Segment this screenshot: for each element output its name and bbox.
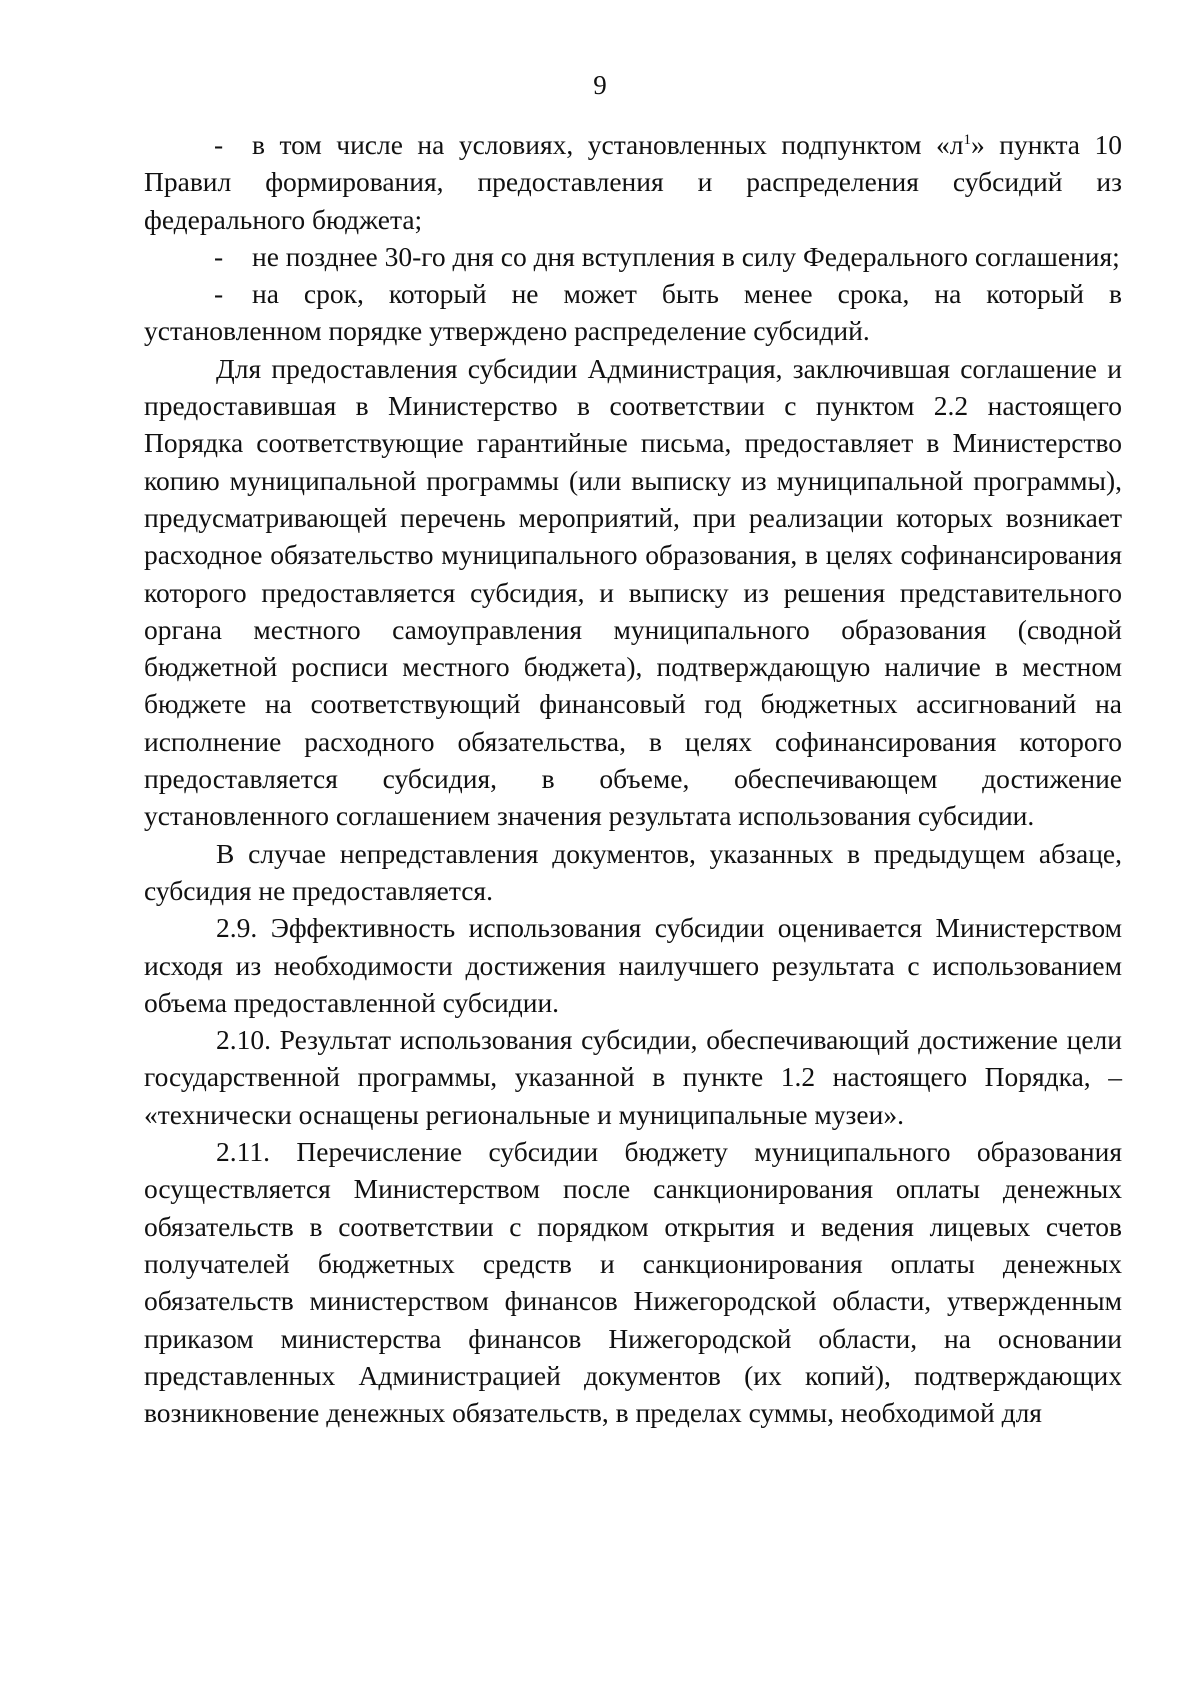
- paragraph-2-9: 2.9. Эффективность использования субсидии оценивается Министерством исходя из необходимости достижения наилучшего результата с использованием объема предоставленной субсидии.: [144, 912, 1122, 1018]
- paragraph-2-10: 2.10. Результат использования субсидии, обеспечивающий достижение цели государственной программы, указанной в пункте 1.2 настоящего Порядка, – «технически оснащены региональные и муниципальные музеи».: [144, 1024, 1122, 1130]
- paragraph-non-submission: В случае непредставления документов, указанных в предыдущем абзаце, субсидия не предоставляется.: [144, 837, 1122, 906]
- dash-marker: -: [214, 278, 224, 310]
- paragraph-text: » пункта 10 Правил формирования, предоставления и распределения субсидий из федерального бюджета;: [144, 129, 1122, 235]
- superscript: 1: [963, 131, 972, 148]
- paragraph-dash-1: [144, 126, 1122, 238]
- dash-marker: -: [214, 240, 224, 272]
- paragraph-dash-3: [144, 275, 1122, 350]
- paragraph-text: в том числе на условиях, установленных подпунктом «л: [252, 129, 964, 160]
- paragraph-2-11: 2.11. Перечисление субсидии бюджету муниципального образования осуществляется Министерством после санкционирования оплаты денежных обязательств в соответствии с порядком открытия и ведения лицевых счетов получателей бюджетных средств и санкционирования оплаты денежных обязательств министерством финансов Нижегородской области, утвержденным приказом министерства финансов Нижегородской области, на основании представленных Администрацией документов (их копий), подтверждающих возникновение денежных обязательств, в пределах суммы, необходимой для: [144, 1136, 1122, 1429]
- document-body: [144, 126, 1122, 1431]
- dash-marker: -: [214, 129, 224, 160]
- paragraph-text: на срок, который не может быть менее срока, на который в установленном порядке утверждено распределение субсидий.: [144, 278, 1122, 347]
- paragraph-dash-2: [144, 238, 1122, 275]
- paragraph-text: не позднее 30-го дня со дня вступления в силу Федерального соглашения;: [252, 240, 1120, 272]
- paragraph-documents-submission: Для предоставления субсидии Администрация, заключившая соглашение и предоставившая в Министерство в соответствии с пунктом 2.2 настоящего Порядка соответствующие гарантийные письма, предоставляет в Министерство копию муниципальной программы (или выписку из муниципальной программы), предусматривающей перечень мероприятий, при реализации которых возникает расходное обязательство муниципального образования, в целях софинансирования которого предоставляется субсидия, и выписку из решения представительного органа местного самоуправления муниципального образования (сводной бюджетной росписи местного бюджета), подтверждающую наличие в местном бюджете на соответствующий финансовый год бюджетных ассигнований на исполнение расходного обязательства, в целях софинансирования которого предоставляется субсидия, в объеме, обеспечивающем достижение установленного соглашением значения результата использования субсидии.: [144, 352, 1122, 832]
- page-number: 9: [593, 70, 607, 100]
